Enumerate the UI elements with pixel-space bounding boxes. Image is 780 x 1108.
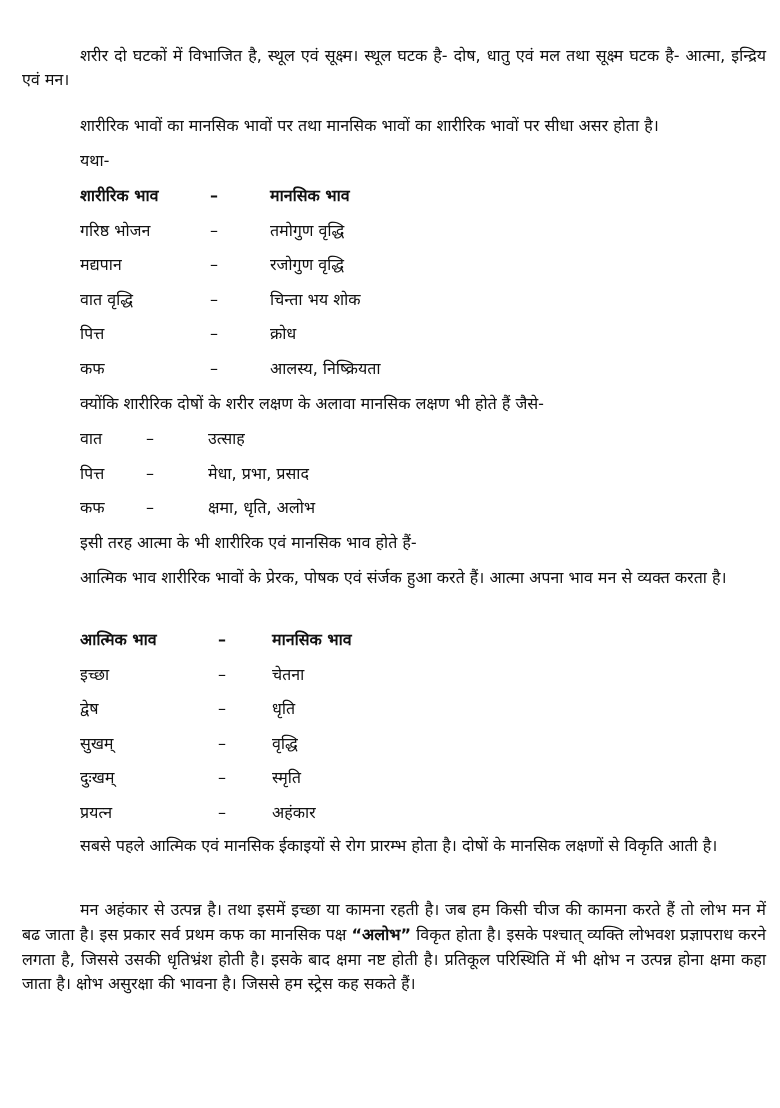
row-dash: –	[218, 699, 226, 718]
table-row	[80, 663, 540, 698]
table-header	[80, 628, 540, 663]
row-right: रजोगुण वृद्धि	[270, 255, 345, 274]
row-left: वात वृद्धि	[80, 289, 134, 309]
row-dash: –	[146, 498, 154, 517]
row-dash: –	[210, 255, 218, 274]
row-right: अहंकार	[272, 802, 316, 822]
row-dash: –	[146, 463, 154, 483]
table-row	[80, 427, 480, 462]
row-dash: –	[210, 289, 218, 309]
table-header	[80, 184, 540, 219]
paragraph-physical-mental-effect: शारीरिक भावों का मानसिक भावों पर तथा मानसिक भावों का शारीरिक भावों पर सीधा असर होता है।	[80, 116, 659, 135]
table-row	[80, 357, 540, 392]
row-left: वात	[80, 429, 103, 448]
row-left: पित्त	[80, 324, 105, 343]
table-row	[80, 496, 480, 531]
header-right: मानसिक भाव	[272, 630, 352, 649]
table-row	[80, 322, 540, 357]
paragraph-body-components: शरीर दो घटकों में विभाजित है, स्थूल एवं सूक्ष्म। स्थूल घटक है- दोष, धातु एवं मल तथा सूक्ष्म घटक है- आत्मा, इन्द्रिय एवं मन।	[22, 46, 766, 89]
row-left: प्रयत्न	[80, 802, 113, 822]
paragraph-ahankar	[0, 898, 780, 997]
row-right: आलस्य, निष्क्रियता	[270, 358, 381, 378]
row-right: क्षमा, धृति, अलोभ	[208, 498, 316, 517]
row-right: मेधा, प्रभा, प्रसाद	[208, 463, 309, 483]
row-left: गरिष्ठ भोजन	[80, 220, 151, 240]
paragraph-atmik-bhava: आत्मिक भाव शारीरिक भावों के प्रेरक, पोषक एवं संर्जक हुआ करते हैं। आत्मा अपना भाव मन से व्यक्त करता है।	[80, 568, 727, 587]
row-dash: –	[218, 768, 226, 787]
table-row	[80, 697, 540, 732]
row-right: वृद्धि	[272, 733, 298, 753]
row-left: द्वेष	[80, 699, 99, 718]
table-physical-mental	[80, 184, 540, 391]
table-atmik-mental	[80, 628, 540, 835]
table-row	[80, 462, 480, 497]
row-dash: –	[218, 802, 226, 822]
header-dash: –	[210, 186, 218, 205]
row-right: उत्साह	[208, 429, 245, 448]
row-right: तमोगुण वृद्धि	[270, 220, 345, 240]
header-left: आत्मिक भाव	[80, 630, 157, 649]
row-left: पित्त	[80, 463, 105, 483]
row-left: कफ	[80, 358, 105, 378]
row-left: इच्छा	[80, 664, 110, 684]
row-left: सुखम्	[80, 733, 114, 753]
row-dash: –	[210, 358, 218, 378]
header-left: शारीरिक भाव	[80, 186, 159, 205]
table-dosha-mental	[80, 427, 480, 531]
row-right: चेतना	[272, 664, 305, 684]
row-right: धृति	[272, 699, 296, 718]
paragraph-ahankar-part1: मन अहंकार से उत्पन्न है। तथा इसमें इच्छा या कामना रहती है। जब हम किसी चीज की कामना करते हैं तो लोभ मन में बढ जाता है। इस प्रकार सर्व प्रथम कफ का मानसिक पक्ष	[22, 900, 766, 944]
row-dash: –	[218, 664, 226, 684]
table-row	[80, 219, 540, 254]
row-dash: –	[210, 220, 218, 240]
table-row	[80, 288, 540, 323]
row-left: दुःखम्	[80, 768, 115, 787]
paragraph-disease-origin: सबसे पहले आत्मिक एवं मानसिक ईकाइयों से रोग प्रारम्भ होता है। दोषों के मानसिक लक्षणों से विकृति आती है।	[80, 836, 718, 855]
paragraph-ahankar-part2: विकृत होता है। इसके पश्चात् व्यक्ति लोभवश प्रज्ञापराध करने लगता है, जिससे उसकी धृतिभ्रंश होती है। इसके बाद क्षमा नष्ट होती है। प्रतिकूल परिस्थिति में भी क्षोभ न उत्पन्न होना क्षमा कहा जाता है। क्षोभ असुरक्षा की भावना है। जिससे हम स्ट्रेस कह सकते हैं।	[22, 924, 767, 994]
row-right: चिन्ता भय शोक	[270, 289, 361, 309]
header-dash: –	[218, 630, 226, 649]
row-dash: –	[210, 324, 218, 343]
header-right: मानसिक भाव	[270, 186, 350, 205]
alobh-emphasis: “अलोभ”	[351, 924, 411, 944]
row-dash: –	[218, 733, 226, 753]
paragraph-atma-bhava: इसी तरह आत्मा के भी शारीरिक एवं मानसिक भाव होते हैं-	[80, 533, 417, 552]
table-row	[80, 732, 540, 767]
row-left: मद्यपान	[80, 255, 122, 274]
table-row	[80, 801, 540, 836]
row-left: कफ	[80, 498, 105, 517]
paragraph-dosha-symptoms: क्योंकि शारीरिक दोषों के शरीर लक्षण के अलावा मानसिक लक्षण भी होते हैं जैसे-	[80, 394, 544, 413]
row-dash: –	[146, 429, 154, 448]
row-right: क्रोध	[270, 324, 297, 343]
table-row	[80, 766, 540, 801]
row-right: स्मृति	[272, 768, 302, 787]
paragraph-yatha: यथा-	[80, 151, 110, 170]
table-row	[80, 253, 540, 288]
